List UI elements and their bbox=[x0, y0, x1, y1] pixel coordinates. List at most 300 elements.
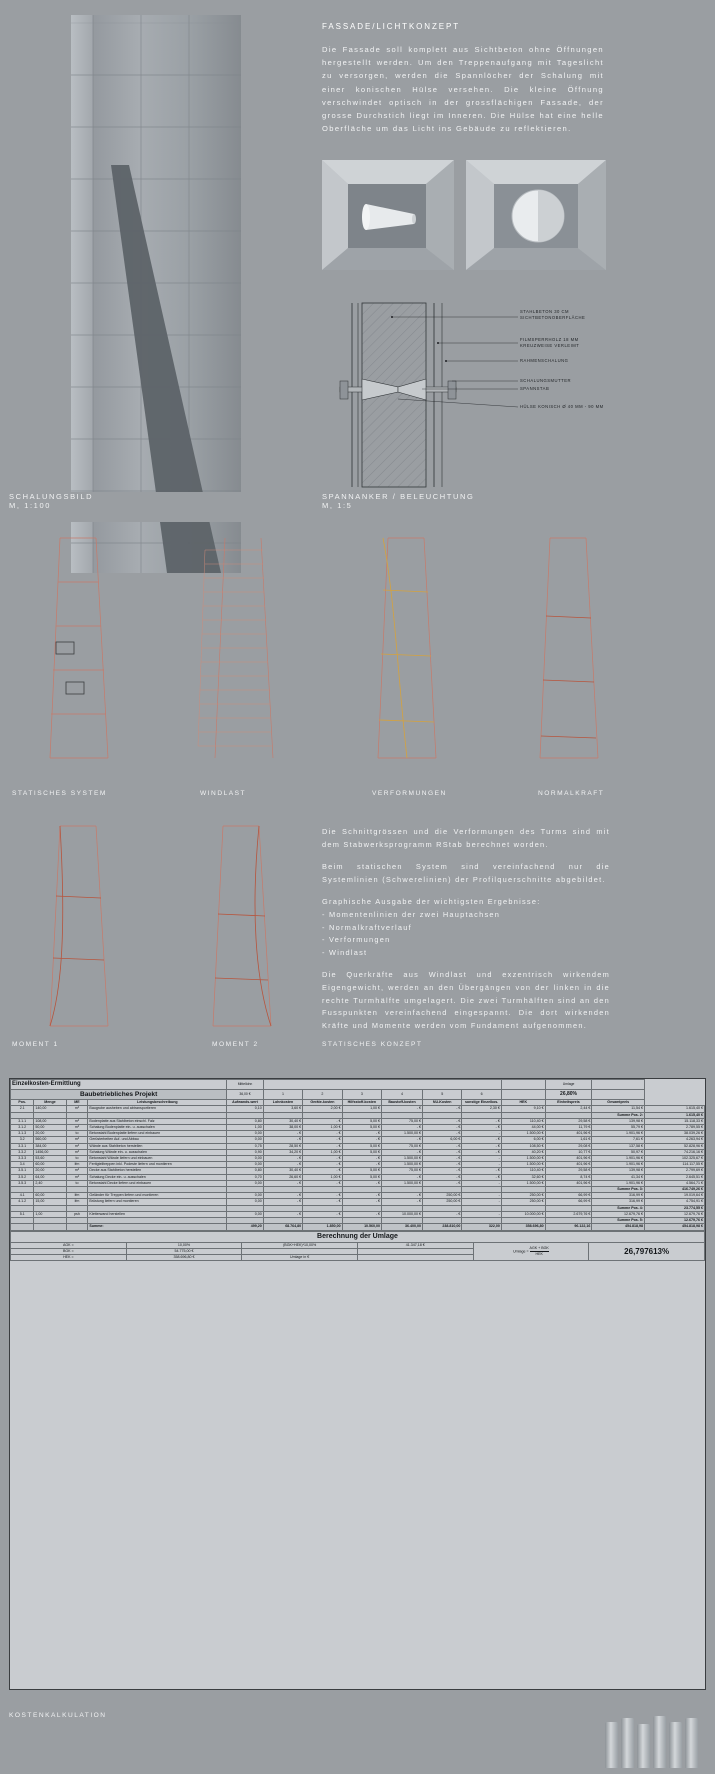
cell-5-10: - € bbox=[462, 1137, 501, 1143]
cell-7-9: - € bbox=[422, 1149, 461, 1155]
cell-9-12: 401,96 € bbox=[545, 1162, 592, 1168]
umlage-percent: 26,80% bbox=[545, 1089, 592, 1100]
caption-normalkraft: NORMALKRAFT bbox=[538, 790, 605, 797]
total-cell-13: 454.818,98 bbox=[592, 1224, 645, 1230]
cell-14-4: 0,00 bbox=[227, 1193, 264, 1199]
diagram-normalkraft bbox=[512, 530, 622, 770]
cell-2-9: - € bbox=[422, 1118, 461, 1124]
cell-2-7: 5,00 € bbox=[342, 1118, 381, 1124]
cell-12-5: - € bbox=[263, 1180, 302, 1186]
cell-11-9: - € bbox=[422, 1174, 461, 1180]
cell-11-1: 64,00 bbox=[34, 1174, 66, 1180]
cell-17-1: 1,00 bbox=[34, 1211, 66, 1217]
group-header-row bbox=[263, 1080, 501, 1090]
cell-14-12: 66,99 € bbox=[545, 1193, 592, 1199]
cell-15-3: Brüstung liefern und montieren bbox=[88, 1199, 227, 1205]
render-cone-exterior bbox=[466, 160, 606, 270]
cell-15-1: 15,00 bbox=[34, 1199, 66, 1205]
statics-para-0: Die Schnittgrössen und die Verformungen des Turms sind mit dem Stabwerksprogramm RStab berechnet worden. bbox=[322, 827, 610, 849]
cell-15-12: 66,99 € bbox=[545, 1199, 592, 1205]
cylinder-1 bbox=[605, 1722, 618, 1768]
cell-6-14: 52.828,96 € bbox=[644, 1143, 704, 1149]
cell-12-14: 4.564,71 € bbox=[644, 1180, 704, 1186]
table-total-row bbox=[11, 1224, 705, 1230]
table-header-4: Aufwands-wert bbox=[227, 1100, 264, 1106]
cell-10-9: - € bbox=[422, 1168, 461, 1174]
umlage-eq-label: Umlage = bbox=[513, 1249, 529, 1254]
cell-10-4: 0,80 bbox=[227, 1168, 264, 1174]
cell-2-2: m² bbox=[66, 1118, 88, 1124]
cell-8-4: 0,00 bbox=[227, 1156, 264, 1162]
cell-8-9: - € bbox=[422, 1156, 461, 1162]
cell-14-1: 60,00 bbox=[34, 1193, 66, 1199]
cell-12-12: 401,96 € bbox=[545, 1180, 592, 1186]
cell-2-4: 0,80 bbox=[227, 1118, 264, 1124]
total-cell-1 bbox=[34, 1224, 66, 1230]
cell-6-1: 384,00 bbox=[34, 1143, 66, 1149]
detail-label-2: FILMSPERRHOLZ 18 MM bbox=[520, 337, 579, 342]
cell-11-2: m² bbox=[66, 1174, 88, 1180]
cell-10-7: 5,00 € bbox=[342, 1168, 381, 1174]
schalungsbild-caption bbox=[9, 492, 303, 522]
cell-0-2: m² bbox=[66, 1106, 88, 1112]
cell-10-12: 29,58 € bbox=[545, 1168, 592, 1174]
detail-label-3: KREUZWEISE VERLEIMT bbox=[520, 343, 580, 348]
table-header-7: Hilfsstoff-kosten bbox=[342, 1100, 381, 1106]
cell-7-5: 34,20 € bbox=[263, 1149, 302, 1155]
tower-formwork-grid bbox=[71, 15, 241, 573]
cell-16-14: 23.774,55 € bbox=[644, 1205, 704, 1211]
cell-10-8: 75,00 € bbox=[382, 1168, 423, 1174]
cell-17-7: - € bbox=[342, 1211, 381, 1217]
cell-3-9: - € bbox=[422, 1125, 461, 1131]
table-header-9: NU-Kosten bbox=[422, 1100, 461, 1106]
cell-5-12: 1,61 € bbox=[545, 1137, 592, 1143]
facade-heading: FASSADE/LICHTKONZEPT bbox=[322, 22, 461, 31]
detail-label-1: SICHTBETONOBERFLÄCHE bbox=[520, 315, 586, 320]
cell-17-14: 12.679,76 € bbox=[644, 1211, 704, 1217]
cell-5-2: m² bbox=[66, 1137, 88, 1143]
diagram-statisches-system bbox=[22, 530, 132, 770]
cell-15-13: 316,99 € bbox=[592, 1199, 645, 1205]
table-header-13: Gesamtpreis bbox=[592, 1100, 645, 1106]
cell-6-3: Wände aus Stahlbeton herstellen bbox=[88, 1143, 227, 1149]
cell-3-1: 50,00 bbox=[34, 1125, 66, 1131]
cell-2-13: 139,98 € bbox=[592, 1118, 645, 1124]
bgk-value: 54.775,00 € bbox=[126, 1248, 242, 1254]
cell-4-4: 0,00 bbox=[227, 1131, 264, 1137]
total-cell-10: 322,00 bbox=[462, 1224, 501, 1230]
agk-label: AGK = bbox=[11, 1242, 127, 1248]
cell-15-5: - € bbox=[263, 1199, 302, 1205]
cell-2-3: Bodenplatte aus Stahlbeton einschl. Falz bbox=[88, 1118, 227, 1124]
cell-7-6: 1,00 € bbox=[303, 1149, 342, 1155]
cell-7-13: 50,97 € bbox=[592, 1149, 645, 1155]
facade-paragraph: Die Fassade soll komplett aus Sichtbeton ohne Öffnungen hergestellt werden. Um den Treppenaufgang mit Tageslicht zu versorgen, werden die Spannlöcher der Schalung mit einer konischen Hülse versehen. Die kleine Öffnung verschwindet optisch in der grossflächigen Fassade, der grosse Durchstich liegt im Inneren. Die Hülse hat eine helle Oberfläche um das Licht ins Gebäude zu reflektieren. bbox=[322, 45, 604, 134]
footer-caption: KOSTENKALKULATION bbox=[9, 1712, 107, 1719]
cell-9-11: 1.500,00 € bbox=[501, 1162, 545, 1168]
spannanker-title: SPANNANKER / BELEUCHTUNG bbox=[322, 492, 475, 501]
cell-12-13: 1.901,96 € bbox=[592, 1180, 645, 1186]
cell-9-13: 1.901,96 € bbox=[592, 1162, 645, 1168]
cell-12-0: 3.5.3 bbox=[11, 1180, 34, 1186]
cell-6-11: 108,50 € bbox=[501, 1143, 545, 1149]
cell-8-8: 1.500,00 € bbox=[382, 1156, 423, 1162]
cell-4-10: - bbox=[462, 1131, 501, 1137]
cell-0-3: Baugrube ausheben und abtransportieren bbox=[88, 1106, 227, 1112]
cell-8-11: 1.500,00 € bbox=[501, 1156, 545, 1162]
cell-8-5: - € bbox=[263, 1156, 302, 1162]
cell-0-8: - € bbox=[382, 1106, 423, 1112]
cell-10-2: m² bbox=[66, 1168, 88, 1174]
detail-label-4: RAHMENSCHALUNG bbox=[520, 358, 569, 363]
group-2: 2 bbox=[303, 1089, 342, 1100]
cell-14-9: 250,00 € bbox=[422, 1193, 461, 1199]
cell-8-6: - € bbox=[303, 1156, 342, 1162]
statics-para-7: Die Querkräfte aus Windlast und exzentrisch wirkendem Eigengewicht, werden an den Übergängen von der linken in die rechte Turmhälfte umgelagert. Die zwei Turmhälften sind an den Fusspunkten vereinfachend eingespannt. Die dort wirkenden Kräfte und Momente werden vom Fundament aufgenommen. bbox=[322, 970, 610, 1030]
cell-10-10: - € bbox=[462, 1168, 501, 1174]
umlage-formula-1-result: 41.347,18 € bbox=[357, 1242, 473, 1248]
statics-para-6: - Windlast bbox=[322, 947, 368, 957]
table-header-6: Geräte-kosten bbox=[303, 1100, 342, 1106]
diagram-windlast bbox=[185, 530, 295, 770]
cell-6-4: 0,75 bbox=[227, 1143, 264, 1149]
cell-3-2: m² bbox=[66, 1125, 88, 1131]
cell-9-7: - € bbox=[342, 1162, 381, 1168]
cylinder-5 bbox=[669, 1722, 682, 1768]
cell-5-1: 560,00 bbox=[34, 1137, 66, 1143]
table-header-0: Pos. bbox=[11, 1100, 34, 1106]
detail-label-5: SCHALUNGSMUTTER bbox=[520, 378, 572, 383]
cell-13-14: 416.749,26 € bbox=[644, 1187, 704, 1193]
cell-7-4: 0,90 bbox=[227, 1149, 264, 1155]
umlage-unit: Umlage in € bbox=[242, 1255, 358, 1261]
cell-8-10: - bbox=[462, 1156, 501, 1162]
cell-4-7: - € bbox=[342, 1131, 381, 1137]
cell-3-5: 38,00 € bbox=[263, 1125, 302, 1131]
cell-0-11: 9,10 € bbox=[501, 1106, 545, 1112]
cell-14-6: - € bbox=[303, 1193, 342, 1199]
cell-1-13: Summe Pos. 2: bbox=[592, 1112, 645, 1118]
cell-7-1: 1456,00 bbox=[34, 1149, 66, 1155]
cell-0-12: 2,44 € bbox=[545, 1106, 592, 1112]
cell-5-3: Gerüsterbeiten Auf- und Abbau bbox=[88, 1137, 227, 1143]
table-header-12: Einheitspreis bbox=[545, 1100, 592, 1106]
cell-4-0: 3.1.3 bbox=[11, 1131, 34, 1137]
cell-11-0: 3.5.2 bbox=[11, 1174, 34, 1180]
cylinder-2 bbox=[621, 1718, 634, 1768]
detail-label-0: STAHLBETON 30 CM bbox=[520, 309, 570, 314]
cell-17-6: - € bbox=[303, 1211, 342, 1217]
group-4: 4 bbox=[382, 1089, 423, 1100]
cell-11-4: 0,70 bbox=[227, 1174, 264, 1180]
cell-15-0: 4.1.2 bbox=[11, 1199, 34, 1205]
group-3: 3 bbox=[342, 1089, 381, 1100]
cell-8-2: to bbox=[66, 1156, 88, 1162]
cell-18-13: Summe Pos. 5: bbox=[592, 1218, 645, 1224]
cell-6-9: - € bbox=[422, 1143, 461, 1149]
cell-4-2: to bbox=[66, 1131, 88, 1137]
diagram-moment-2 bbox=[185, 818, 295, 1038]
cell-17-12: 2.679,76 € bbox=[545, 1211, 592, 1217]
cell-2-8: 75,00 € bbox=[382, 1118, 423, 1124]
cell-6-2: m² bbox=[66, 1143, 88, 1149]
cell-9-5: - € bbox=[263, 1162, 302, 1168]
cell-6-13: 137,58 € bbox=[592, 1143, 645, 1149]
cell-12-7: - € bbox=[342, 1180, 381, 1186]
hek-label: HEK = bbox=[11, 1255, 127, 1261]
schalungsbild-scale: M, 1:100 bbox=[9, 501, 51, 510]
cell-14-8: - € bbox=[382, 1193, 423, 1199]
mittellohn-label: Mittellohn bbox=[227, 1080, 264, 1090]
cell-5-7: - € bbox=[342, 1137, 381, 1143]
spannanker-caption bbox=[322, 492, 612, 522]
cell-4-1: 20,00 bbox=[34, 1131, 66, 1137]
cell-2-0: 3.1.1 bbox=[11, 1118, 34, 1124]
cell-9-8: 1.500,00 € bbox=[382, 1162, 423, 1168]
cell-2-5: 30,40 € bbox=[263, 1118, 302, 1124]
cell-0-10: 2,30 € bbox=[462, 1106, 501, 1112]
cell-14-3: Geländer für Treppen liefern und montieren bbox=[88, 1193, 227, 1199]
cell-7-3: Schalung Wände ein- u. ausschalen bbox=[88, 1149, 227, 1155]
cell-18-14: 12.679,76 € bbox=[644, 1218, 704, 1224]
spannanker-scale: M, 1:5 bbox=[322, 501, 353, 510]
cell-15-2: lfm bbox=[66, 1199, 88, 1205]
detail-svg bbox=[322, 295, 612, 495]
umlage-equation bbox=[473, 1242, 589, 1261]
cell-3-6: 1,00 € bbox=[303, 1125, 342, 1131]
caption-windlast: WINDLAST bbox=[200, 790, 247, 797]
cell-10-14: 2.799,69 € bbox=[644, 1168, 704, 1174]
cell-11-10: - € bbox=[462, 1174, 501, 1180]
total-cell-11: 358.696,80 bbox=[501, 1224, 545, 1230]
cell-7-10: - € bbox=[462, 1149, 501, 1155]
cell-2-1: 108,00 bbox=[34, 1118, 66, 1124]
bgk-label: BGK = bbox=[11, 1248, 127, 1254]
cell-15-10: - bbox=[462, 1199, 501, 1205]
cell-11-12: 8,74 € bbox=[545, 1174, 592, 1180]
cell-7-0: 3.3.2 bbox=[11, 1149, 34, 1155]
cell-14-5: - € bbox=[263, 1193, 302, 1199]
statics-text-block bbox=[322, 826, 610, 1042]
cell-10-11: 110,40 € bbox=[501, 1168, 545, 1174]
caption-statisches-konzept: STATISCHES KONZEPT bbox=[322, 1041, 423, 1048]
cell-7-14: 74.216,16 € bbox=[644, 1149, 704, 1155]
cylinder-4 bbox=[653, 1716, 666, 1768]
caption-verformungen: VERFORMUNGEN bbox=[372, 790, 447, 797]
cell-0-5: 3,60 € bbox=[263, 1106, 302, 1112]
cell-12-4: 0,00 bbox=[227, 1180, 264, 1186]
cell-14-2: lfm bbox=[66, 1193, 88, 1199]
cell-9-3: Fertigteiltreppen inkl. Podeste liefern und montieren bbox=[88, 1162, 227, 1168]
umlage-header-label: Umlage bbox=[545, 1080, 592, 1090]
umlage-formula-1: (BGK+HEK)*10,00% bbox=[242, 1242, 358, 1248]
cell-0-6: 2,00 € bbox=[303, 1106, 342, 1112]
group-1: 1 bbox=[263, 1089, 302, 1100]
statics-para-5: - Verformungen bbox=[322, 935, 391, 945]
tower-elevation bbox=[71, 15, 241, 573]
table-header-5: Lohnkosten bbox=[263, 1100, 302, 1106]
group-6: 6 bbox=[462, 1089, 501, 1100]
total-cell-9: 238.810,00 bbox=[422, 1224, 461, 1230]
cell-14-13: 316,99 € bbox=[592, 1193, 645, 1199]
cell-3-8: - € bbox=[382, 1125, 423, 1131]
cell-8-12: 401,96 € bbox=[545, 1156, 592, 1162]
cell-14-14: 19.019,64 € bbox=[644, 1193, 704, 1199]
umlage-result: 26,797613% bbox=[589, 1242, 705, 1261]
cell-17-8: 10.000,00 € bbox=[382, 1211, 423, 1217]
table-header-2: ME bbox=[66, 1100, 88, 1106]
cell-4-14: 38.039,26 € bbox=[644, 1131, 704, 1137]
statics-para-4: - Normalkraftverlauf bbox=[322, 922, 412, 932]
cell-17-3: Kletterwand herstellen bbox=[88, 1211, 227, 1217]
cylinder-6 bbox=[685, 1718, 698, 1768]
cell-2-14: 15.118,33 € bbox=[644, 1118, 704, 1124]
cell-0-0: 2.1 bbox=[11, 1106, 34, 1112]
group-5: 5 bbox=[422, 1089, 461, 1100]
cell-15-6: - € bbox=[303, 1199, 342, 1205]
caption-moment-2: MOMENT 2 bbox=[212, 1041, 259, 1048]
cell-12-2: to bbox=[66, 1180, 88, 1186]
table-header-8: Baustoff-kosten bbox=[382, 1100, 423, 1106]
cell-0-1: 140,00 bbox=[34, 1106, 66, 1112]
cell-15-11: 250,00 € bbox=[501, 1199, 545, 1205]
total-cell-7: 10.560,00 bbox=[342, 1224, 381, 1230]
cell-13-13: Summe Pos. 3: bbox=[592, 1187, 645, 1193]
render-cone-interior bbox=[322, 160, 454, 270]
cell-12-1: 2,40 bbox=[34, 1180, 66, 1186]
cell-5-9: 6,00 € bbox=[422, 1137, 461, 1143]
diagram-verformungen bbox=[350, 530, 460, 770]
cell-17-0: 5.1 bbox=[11, 1211, 34, 1217]
cell-3-0: 3.1.2 bbox=[11, 1125, 34, 1131]
cell-4-3: Betonstahl Bodenplatte liefern und einbauen bbox=[88, 1131, 227, 1137]
total-cell-5: 68.764,80 bbox=[263, 1224, 302, 1230]
cell-14-0: 4.1 bbox=[11, 1193, 34, 1199]
cell-3-13: 55,79 € bbox=[592, 1125, 645, 1131]
cell-9-2: lfm bbox=[66, 1162, 88, 1168]
spannanker-detail-drawing bbox=[322, 295, 612, 495]
diagram-moment-1 bbox=[22, 818, 132, 1038]
cell-2-10: - € bbox=[462, 1118, 501, 1124]
cell-1-14: 1.615,40 € bbox=[644, 1112, 704, 1118]
statics-para-2: Graphische Ausgabe der wichtigsten Ergebnisse: bbox=[322, 897, 541, 907]
cell-3-14: 2.789,55 € bbox=[644, 1125, 704, 1131]
umlage-frac-top: AGK + BGK bbox=[530, 1246, 549, 1252]
cell-8-7: - € bbox=[342, 1156, 381, 1162]
cell-10-1: 20,00 bbox=[34, 1168, 66, 1174]
cell-6-0: 3.3.1 bbox=[11, 1143, 34, 1149]
mittellohn-value: 36,00 € bbox=[227, 1089, 264, 1100]
cell-5-11: 6,00 € bbox=[501, 1137, 545, 1143]
cell-3-3: Schalung Bodenplatte ein- u. ausschalen bbox=[88, 1125, 227, 1131]
umlage-frac-bottom: HEK bbox=[535, 1251, 543, 1256]
cell-3-11: 44,00 € bbox=[501, 1125, 545, 1131]
table-header-11: HEK bbox=[501, 1100, 545, 1106]
cell-17-11: 10.000,00 € bbox=[501, 1211, 545, 1217]
cell-8-1: 53,60 bbox=[34, 1156, 66, 1162]
cell-3-7: 5,00 € bbox=[342, 1125, 381, 1131]
cylinder-render-group bbox=[605, 1710, 701, 1768]
cell-5-8: - € bbox=[382, 1137, 423, 1143]
cell-15-14: 4.754,91 € bbox=[644, 1199, 704, 1205]
table-title: Einzelkosten-Ermittlung bbox=[11, 1080, 227, 1090]
cell-15-9: 250,00 € bbox=[422, 1199, 461, 1205]
cell-10-0: 3.5.1 bbox=[11, 1168, 34, 1174]
total-cell-2 bbox=[66, 1224, 88, 1230]
cell-11-7: 5,00 € bbox=[342, 1174, 381, 1180]
cone-render-svg bbox=[322, 160, 454, 270]
cell-12-6: - € bbox=[303, 1180, 342, 1186]
cell-17-5: - € bbox=[263, 1211, 302, 1217]
total-cell-4: 499,20 bbox=[227, 1224, 264, 1230]
cell-5-6: - € bbox=[303, 1137, 342, 1143]
cell-6-7: 5,00 € bbox=[342, 1143, 381, 1149]
cell-9-1: 60,00 bbox=[34, 1162, 66, 1168]
cell-8-14: 102.325,67 € bbox=[644, 1156, 704, 1162]
cell-8-13: 1.901,96 € bbox=[592, 1156, 645, 1162]
cell-17-13: 12.679,76 € bbox=[592, 1211, 645, 1217]
table-subtitle: Baubetriebliches Projekt bbox=[11, 1089, 227, 1100]
cell-5-14: 4.263,94 € bbox=[644, 1137, 704, 1143]
cell-6-5: 28,50 € bbox=[263, 1143, 302, 1149]
cell-8-3: Betonstahl Wände liefern und einbauen bbox=[88, 1156, 227, 1162]
cell-14-11: 250,00 € bbox=[501, 1193, 545, 1199]
cell-5-13: 7,61 € bbox=[592, 1137, 645, 1143]
cell-8-0: 3.3.3 bbox=[11, 1156, 34, 1162]
cell-0-14: 1.615,40 € bbox=[644, 1106, 704, 1112]
agk-pct: 10,00% bbox=[126, 1242, 242, 1248]
total-cell-6: 1.850,00 bbox=[303, 1224, 342, 1230]
cell-11-6: 1,00 € bbox=[303, 1174, 342, 1180]
cell-2-11: 110,40 € bbox=[501, 1118, 545, 1124]
cell-15-8: - € bbox=[382, 1199, 423, 1205]
cell-4-13: 1.901,96 € bbox=[592, 1131, 645, 1137]
cell-4-8: 1.500,00 € bbox=[382, 1131, 423, 1137]
cell-0-7: 1,00 € bbox=[342, 1106, 381, 1112]
cell-11-11: 32,60 € bbox=[501, 1174, 545, 1180]
cell-10-5: 30,40 € bbox=[263, 1168, 302, 1174]
cell-17-9: - € bbox=[422, 1211, 461, 1217]
cell-11-8: - € bbox=[382, 1174, 423, 1180]
cell-7-2: m² bbox=[66, 1149, 88, 1155]
cell-17-4: 0,00 bbox=[227, 1211, 264, 1217]
cell-11-14: 2.645,51 € bbox=[644, 1174, 704, 1180]
cell-15-7: - € bbox=[342, 1199, 381, 1205]
cell-0-9: - € bbox=[422, 1106, 461, 1112]
cell-5-0: 3.2 bbox=[11, 1137, 34, 1143]
cell-5-5: - € bbox=[263, 1137, 302, 1143]
total-cell-0 bbox=[11, 1224, 34, 1230]
cell-7-8: - € bbox=[382, 1149, 423, 1155]
cell-11-13: 41,34 € bbox=[592, 1174, 645, 1180]
cell-14-10: - bbox=[462, 1193, 501, 1199]
cell-9-10: - bbox=[462, 1162, 501, 1168]
cell-0-4: 0,10 bbox=[227, 1106, 264, 1112]
caption-moment-1: MOMENT 1 bbox=[12, 1041, 59, 1048]
cell-3-10: - € bbox=[462, 1125, 501, 1131]
cell-9-0: 3.4 bbox=[11, 1162, 34, 1168]
cell-4-5: - € bbox=[263, 1131, 302, 1137]
cone-exterior-svg bbox=[466, 160, 606, 270]
cell-4-11: 1.500,00 € bbox=[501, 1131, 545, 1137]
cell-6-10: - € bbox=[462, 1143, 501, 1149]
cell-10-6: - € bbox=[303, 1168, 342, 1174]
cell-4-12: 401,96 € bbox=[545, 1131, 592, 1137]
cell-14-7: - € bbox=[342, 1193, 381, 1199]
cylinder-3 bbox=[637, 1724, 650, 1768]
cell-2-6: - € bbox=[303, 1118, 342, 1124]
